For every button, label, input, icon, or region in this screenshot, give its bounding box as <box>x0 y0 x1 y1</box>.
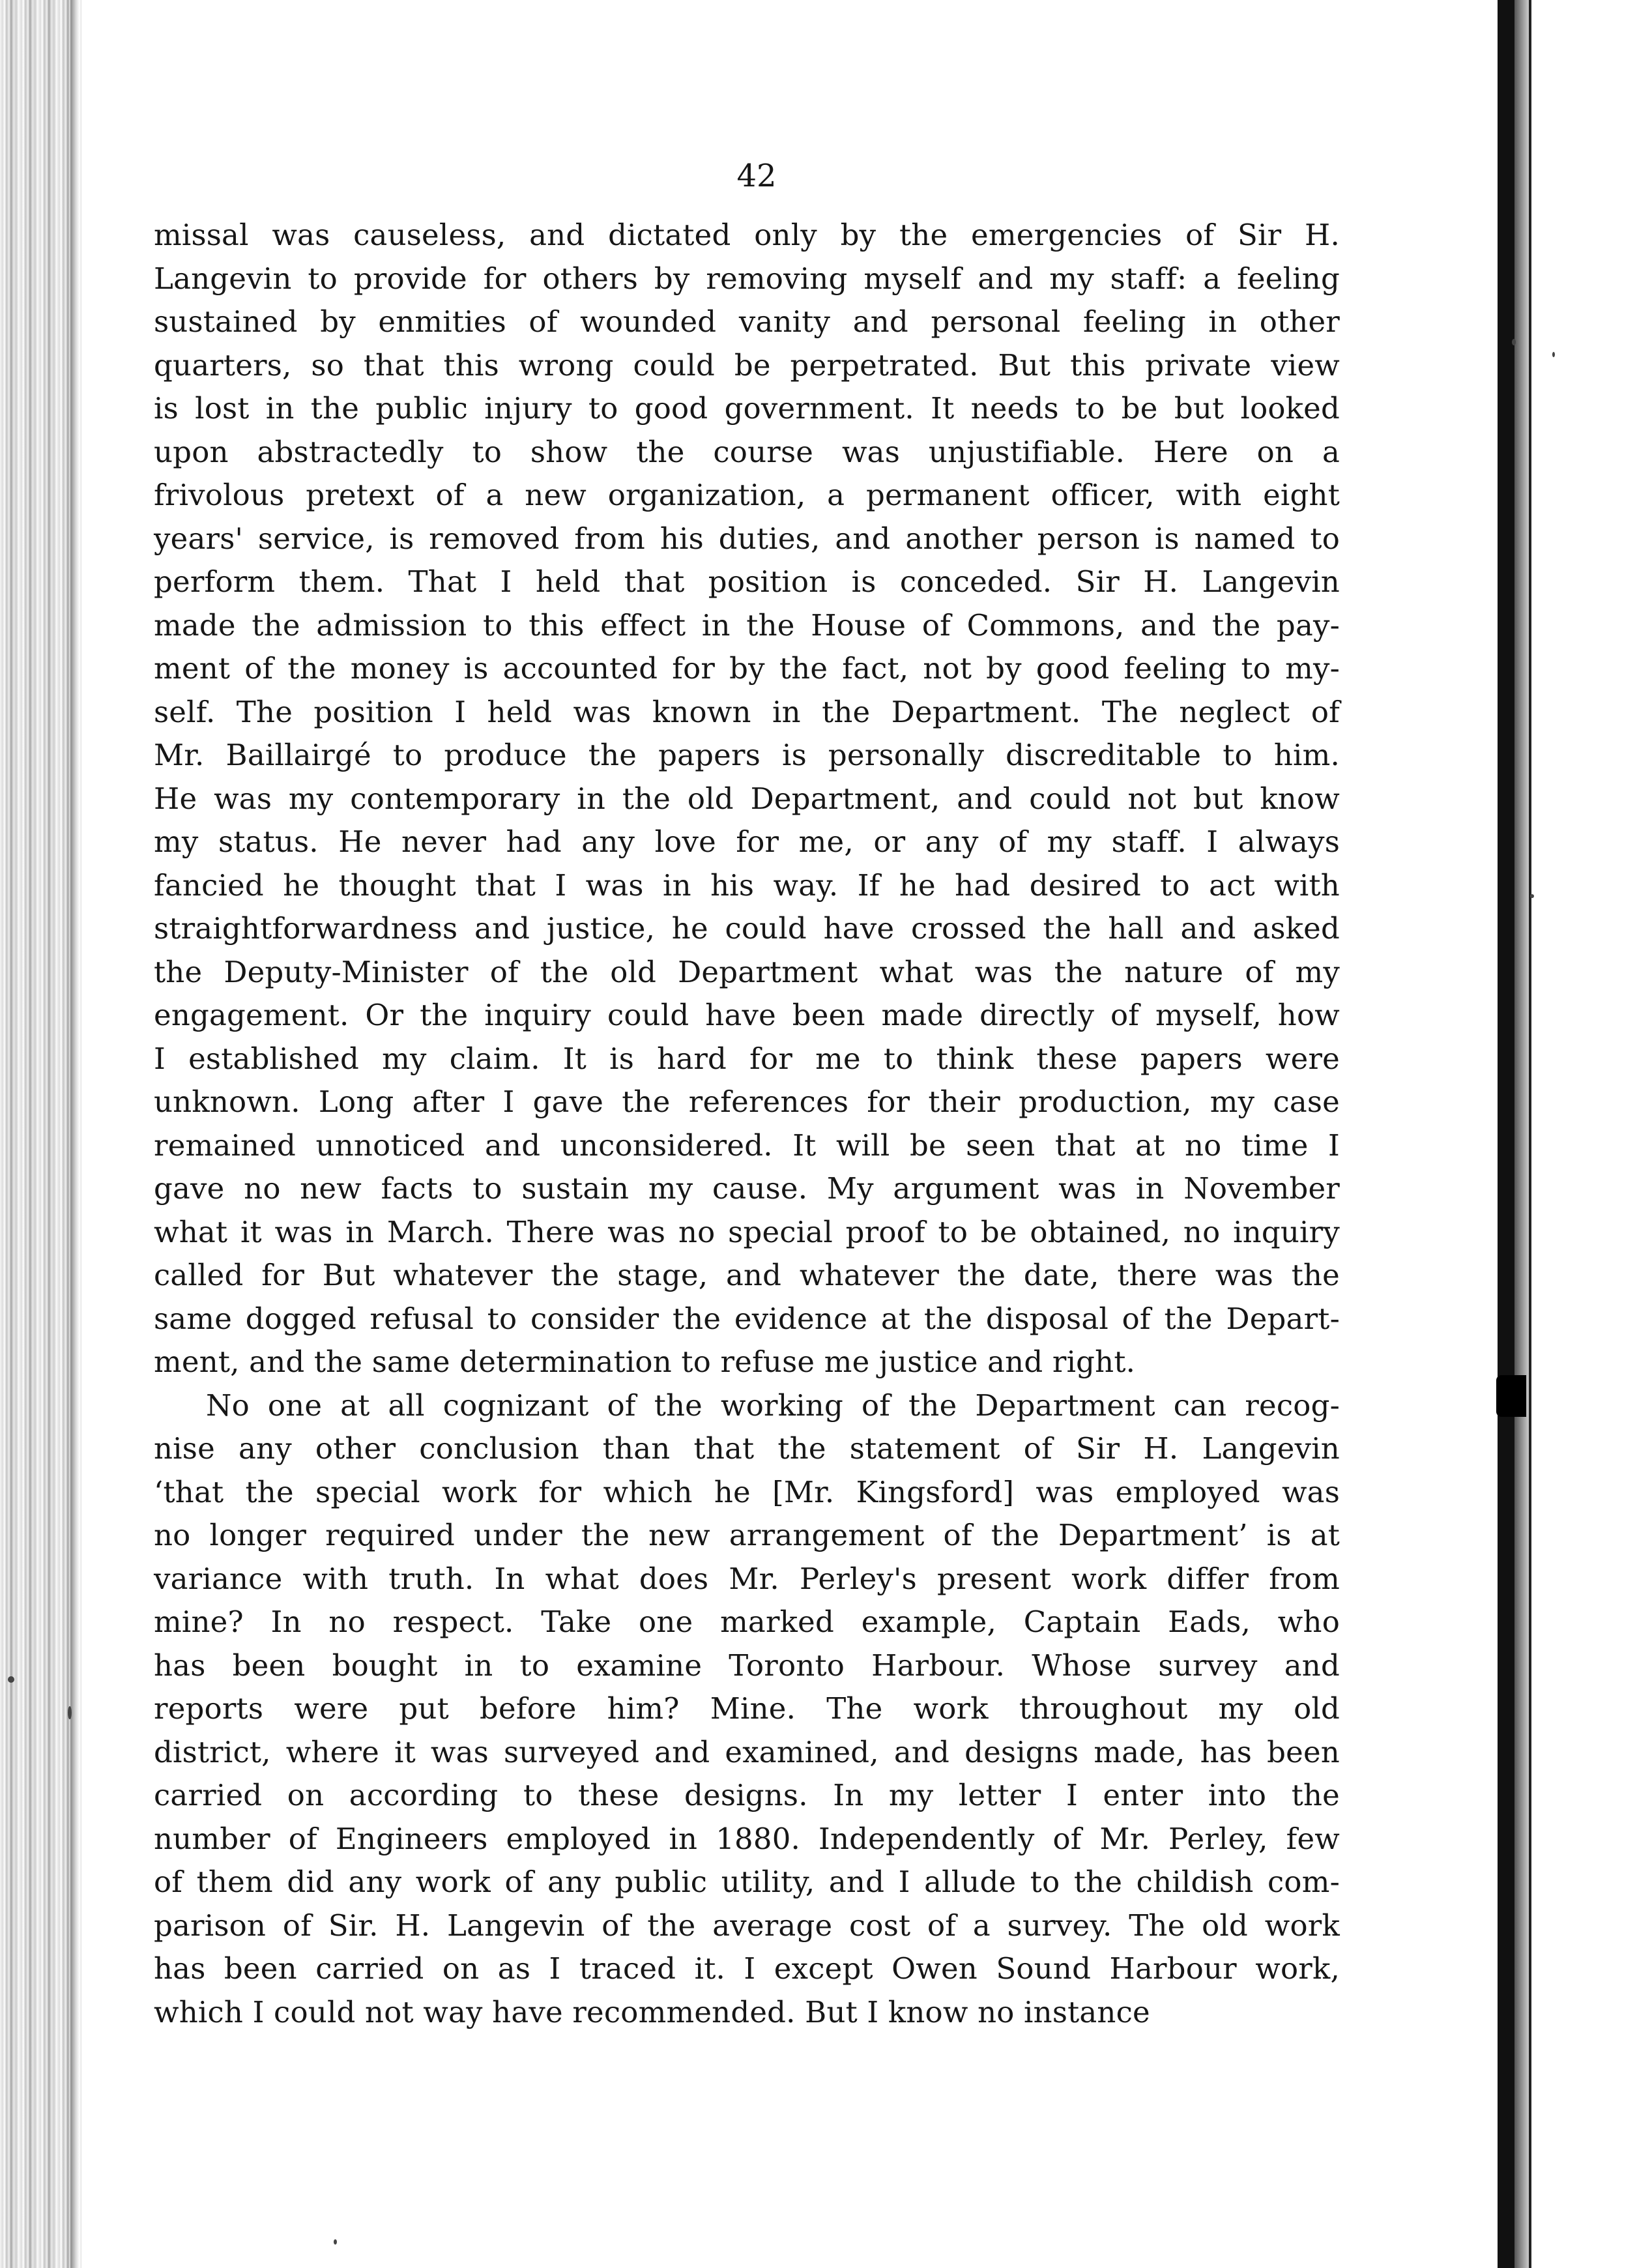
text-line: fancied he thought that I was in his way. If he had desired to act with <box>154 867 1340 903</box>
text-line: Mr. Baillairgé to produce the papers is personally discreditable to him. <box>154 738 1340 772</box>
text-line: my status. He never had any love for me, or any of my staff. I always <box>154 824 1340 859</box>
scan-speck <box>1552 352 1555 357</box>
text-line: number of Engineers employed in 1880. Independently of Mr. Perley, few <box>154 1821 1340 1856</box>
scan-speck <box>68 1706 72 1719</box>
text-line: No one at all cognizant of the working of the Department can recog- <box>206 1388 1340 1423</box>
paragraph <box>154 214 1340 1384</box>
text-line: district, where it was surveyed and examined, and designs made, has been <box>154 1734 1340 1769</box>
binding-notch <box>1496 1375 1526 1417</box>
text-line: gave no new facts to sustain my cause. My argument was in November <box>154 1171 1340 1206</box>
text-line: of them did any work of any public utility, and I allude to the childish com- <box>154 1865 1340 1899</box>
text-line: the Deputy-Minister of the old Department what was the nature of my <box>154 954 1340 989</box>
text-line: ment of the money is accounted for by the fact, not by good feeling to my- <box>154 651 1340 686</box>
text-line: which I could not way have recommended. But I know no instance <box>154 1994 1150 2029</box>
text-line: upon abstractedly to show the course was unjustifiable. Here on a <box>154 434 1340 469</box>
text-line: ment, and the same determination to refuse me justice and right. <box>154 1345 1136 1379</box>
page-number: 42 <box>736 158 777 194</box>
scan-speck <box>1530 894 1534 898</box>
text-line: I established my claim. It is hard for me to think these papers were <box>154 1041 1340 1076</box>
scan-speck <box>1512 339 1516 345</box>
scan-speck <box>8 1676 14 1683</box>
text-line: perform them. That I held that position is conceded. Sir H. Langevin <box>154 564 1340 599</box>
text-line: parison of Sir. H. Langevin of the average cost of a survey. The old work <box>154 1908 1340 1943</box>
right-binding-shadow <box>1514 0 1529 2268</box>
text-line: Langevin to provide for others by removing myself and my staff: a feeling <box>154 261 1340 296</box>
text-line: no longer required under the new arrangement of the Department’ is at <box>154 1518 1340 1552</box>
text-line: sustained by enmities of wounded vanity and personal feeling in other <box>154 304 1340 339</box>
text-line: self. The position I held was known in the Department. The neglect of <box>154 694 1340 729</box>
body-text <box>154 214 1340 2034</box>
paragraph <box>154 1384 1340 2035</box>
text-line: called for But whatever the stage, and whatever the date, there was the <box>154 1258 1340 1292</box>
text-line: engagement. Or the inquiry could have been made directly of myself, how <box>154 998 1340 1032</box>
text-line: carried on according to these designs. In my letter I enter into the <box>154 1778 1340 1812</box>
right-page-margin <box>1529 0 1637 2268</box>
text-line: mine? In no respect. Take one marked example, Captain Eads, who <box>154 1605 1340 1639</box>
text-line: missal was causeless, and dictated only by the emergencies of Sir H. <box>154 218 1340 252</box>
text-line: frivolous pretext of a new organization, a permanent officer, with eight <box>154 478 1340 512</box>
text-line: reports were put before him? Mine. The work throughout my old <box>154 1691 1340 1726</box>
text-line: variance with truth. In what does Mr. Perley's present work differ from <box>154 1561 1340 1596</box>
scan-speck <box>334 2239 337 2245</box>
text-line: has been carried on as I traced it. I except Owen Sound Harbour work, <box>154 1951 1340 1986</box>
text-line: same dogged refusal to consider the evidence at the disposal of the Depart- <box>154 1301 1340 1336</box>
text-line: straightforwardness and justice, he could have crossed the hall and asked <box>154 911 1340 946</box>
text-line: He was my contemporary in the old Department, and could not but know <box>154 781 1340 816</box>
text-line: ‘that the special work for which he [Mr. Kingsford] was employed was <box>154 1474 1340 1509</box>
text-line: quarters, so that this wrong could be perpetrated. But this private view <box>154 347 1340 383</box>
left-gutter-edge <box>70 0 80 2268</box>
text-line: years' service, is removed from his duties, and another person is named to <box>154 521 1340 556</box>
text-line: is lost in the public injury to good government. It needs to be but looked <box>154 391 1340 426</box>
text-line: made the admission to this effect in the House of Commons, and the pay- <box>154 607 1340 643</box>
text-line: remained unnoticed and unconsidered. It will be seen that at no time I <box>154 1127 1340 1163</box>
text-line: nise any other conclusion than that the statement of Sir H. Langevin <box>154 1431 1340 1466</box>
text-line: what it was in March. There was no special proof to be obtained, no inquiry <box>154 1214 1340 1249</box>
text-line: has been bought in to examine Toronto Harbour. Whose survey and <box>154 1648 1340 1683</box>
left-gutter-scan-streaks <box>0 0 81 2268</box>
page-text-block <box>154 156 1340 2034</box>
text-line: unknown. Long after I gave the references for their production, my case <box>154 1084 1340 1119</box>
